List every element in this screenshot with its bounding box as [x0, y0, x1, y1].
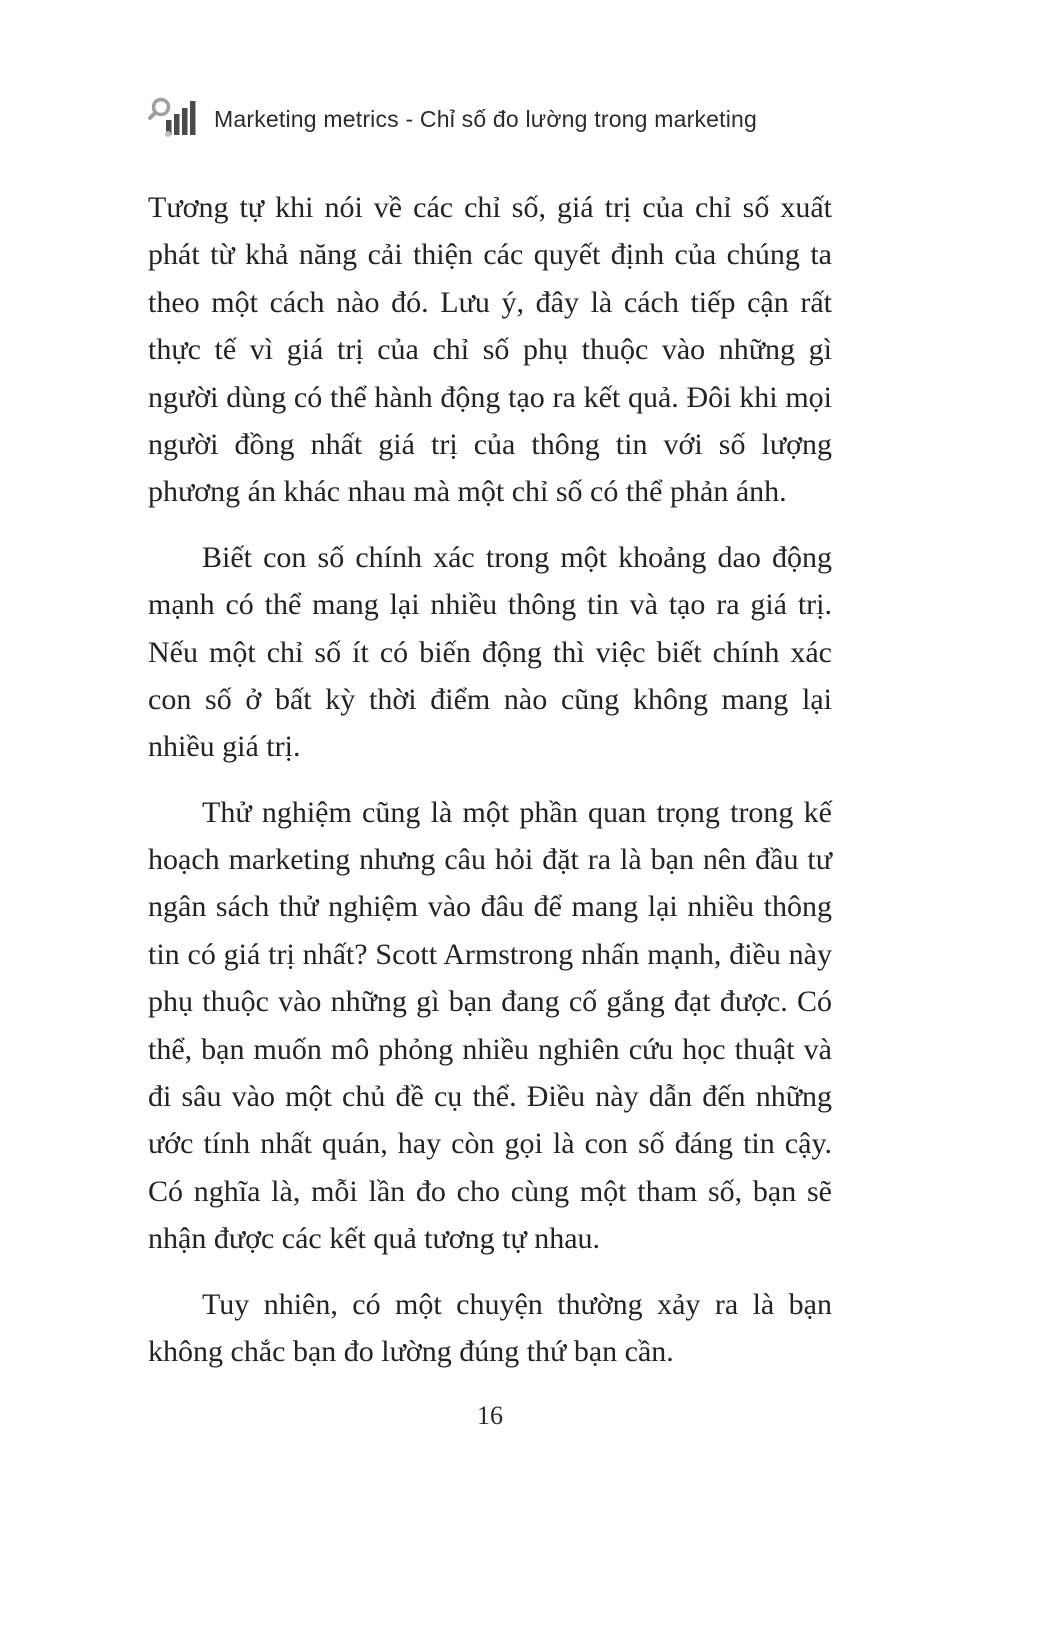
paragraph: Tuy nhiên, có một chuyện thường xảy ra là bạn không chắc bạn đo lường đúng thứ bạn cần.	[148, 1287, 832, 1368]
page-body	[148, 184, 832, 1375]
page-header	[148, 96, 832, 142]
paragraph: Thử nghiệm cũng là một phần quan trọng trong kế hoạch marketing nhưng câu hỏi đặt ra là bạn nên đầu tư ngân sách thử nghiệm vào đâu để mang lại nhiều thông tin có giá trị nhất? Scott Armstrong nhấn mạnh, điều này phụ thuộc vào những gì bạn đang cố gắng đạt được. Có thể, bạn muốn mô phỏng nhiều nghiên cứu học thuật và đi sâu vào một chủ đề cụ thể. Điều này dẫn đến những ước tính nhất quán, hay còn gọi là con số đáng tin cậy. Có nghĩa là, mỗi lần đo cho cùng một tham số, bạn sẽ nhận được các kết quả tương tự nhau.	[148, 795, 832, 1256]
paragraph: Biết con số chính xác trong một khoảng dao động mạnh có thể mang lại nhiều thông tin và tạo ra giá trị. Nếu một chỉ số ít có biến động thì việc biết chính xác con số ở bất kỳ thời điểm nào cũng không mang lại nhiều giá trị.	[148, 540, 832, 764]
page-footer	[148, 1401, 832, 1431]
page-number: 16	[477, 1401, 503, 1431]
paragraph: Tương tự khi nói về các chỉ số, giá trị của chỉ số xuất phát từ khả năng cải thiện các quyết định của chúng ta theo một cách nào đó. Lưu ý, đây là cách tiếp cận rất thực tế vì giá trị của chỉ số phụ thuộc vào những gì người dùng có thể hành động tạo ra kết quả. Đôi khi mọi người đồng nhất giá trị của thông tin với số lượng phương án khác nhau mà một chỉ số có thể phản ánh.	[148, 191, 832, 509]
chart-magnifier-icon	[148, 96, 198, 142]
page-header-title: Marketing metrics - Chỉ số đo lường trong marketing	[214, 105, 758, 132]
